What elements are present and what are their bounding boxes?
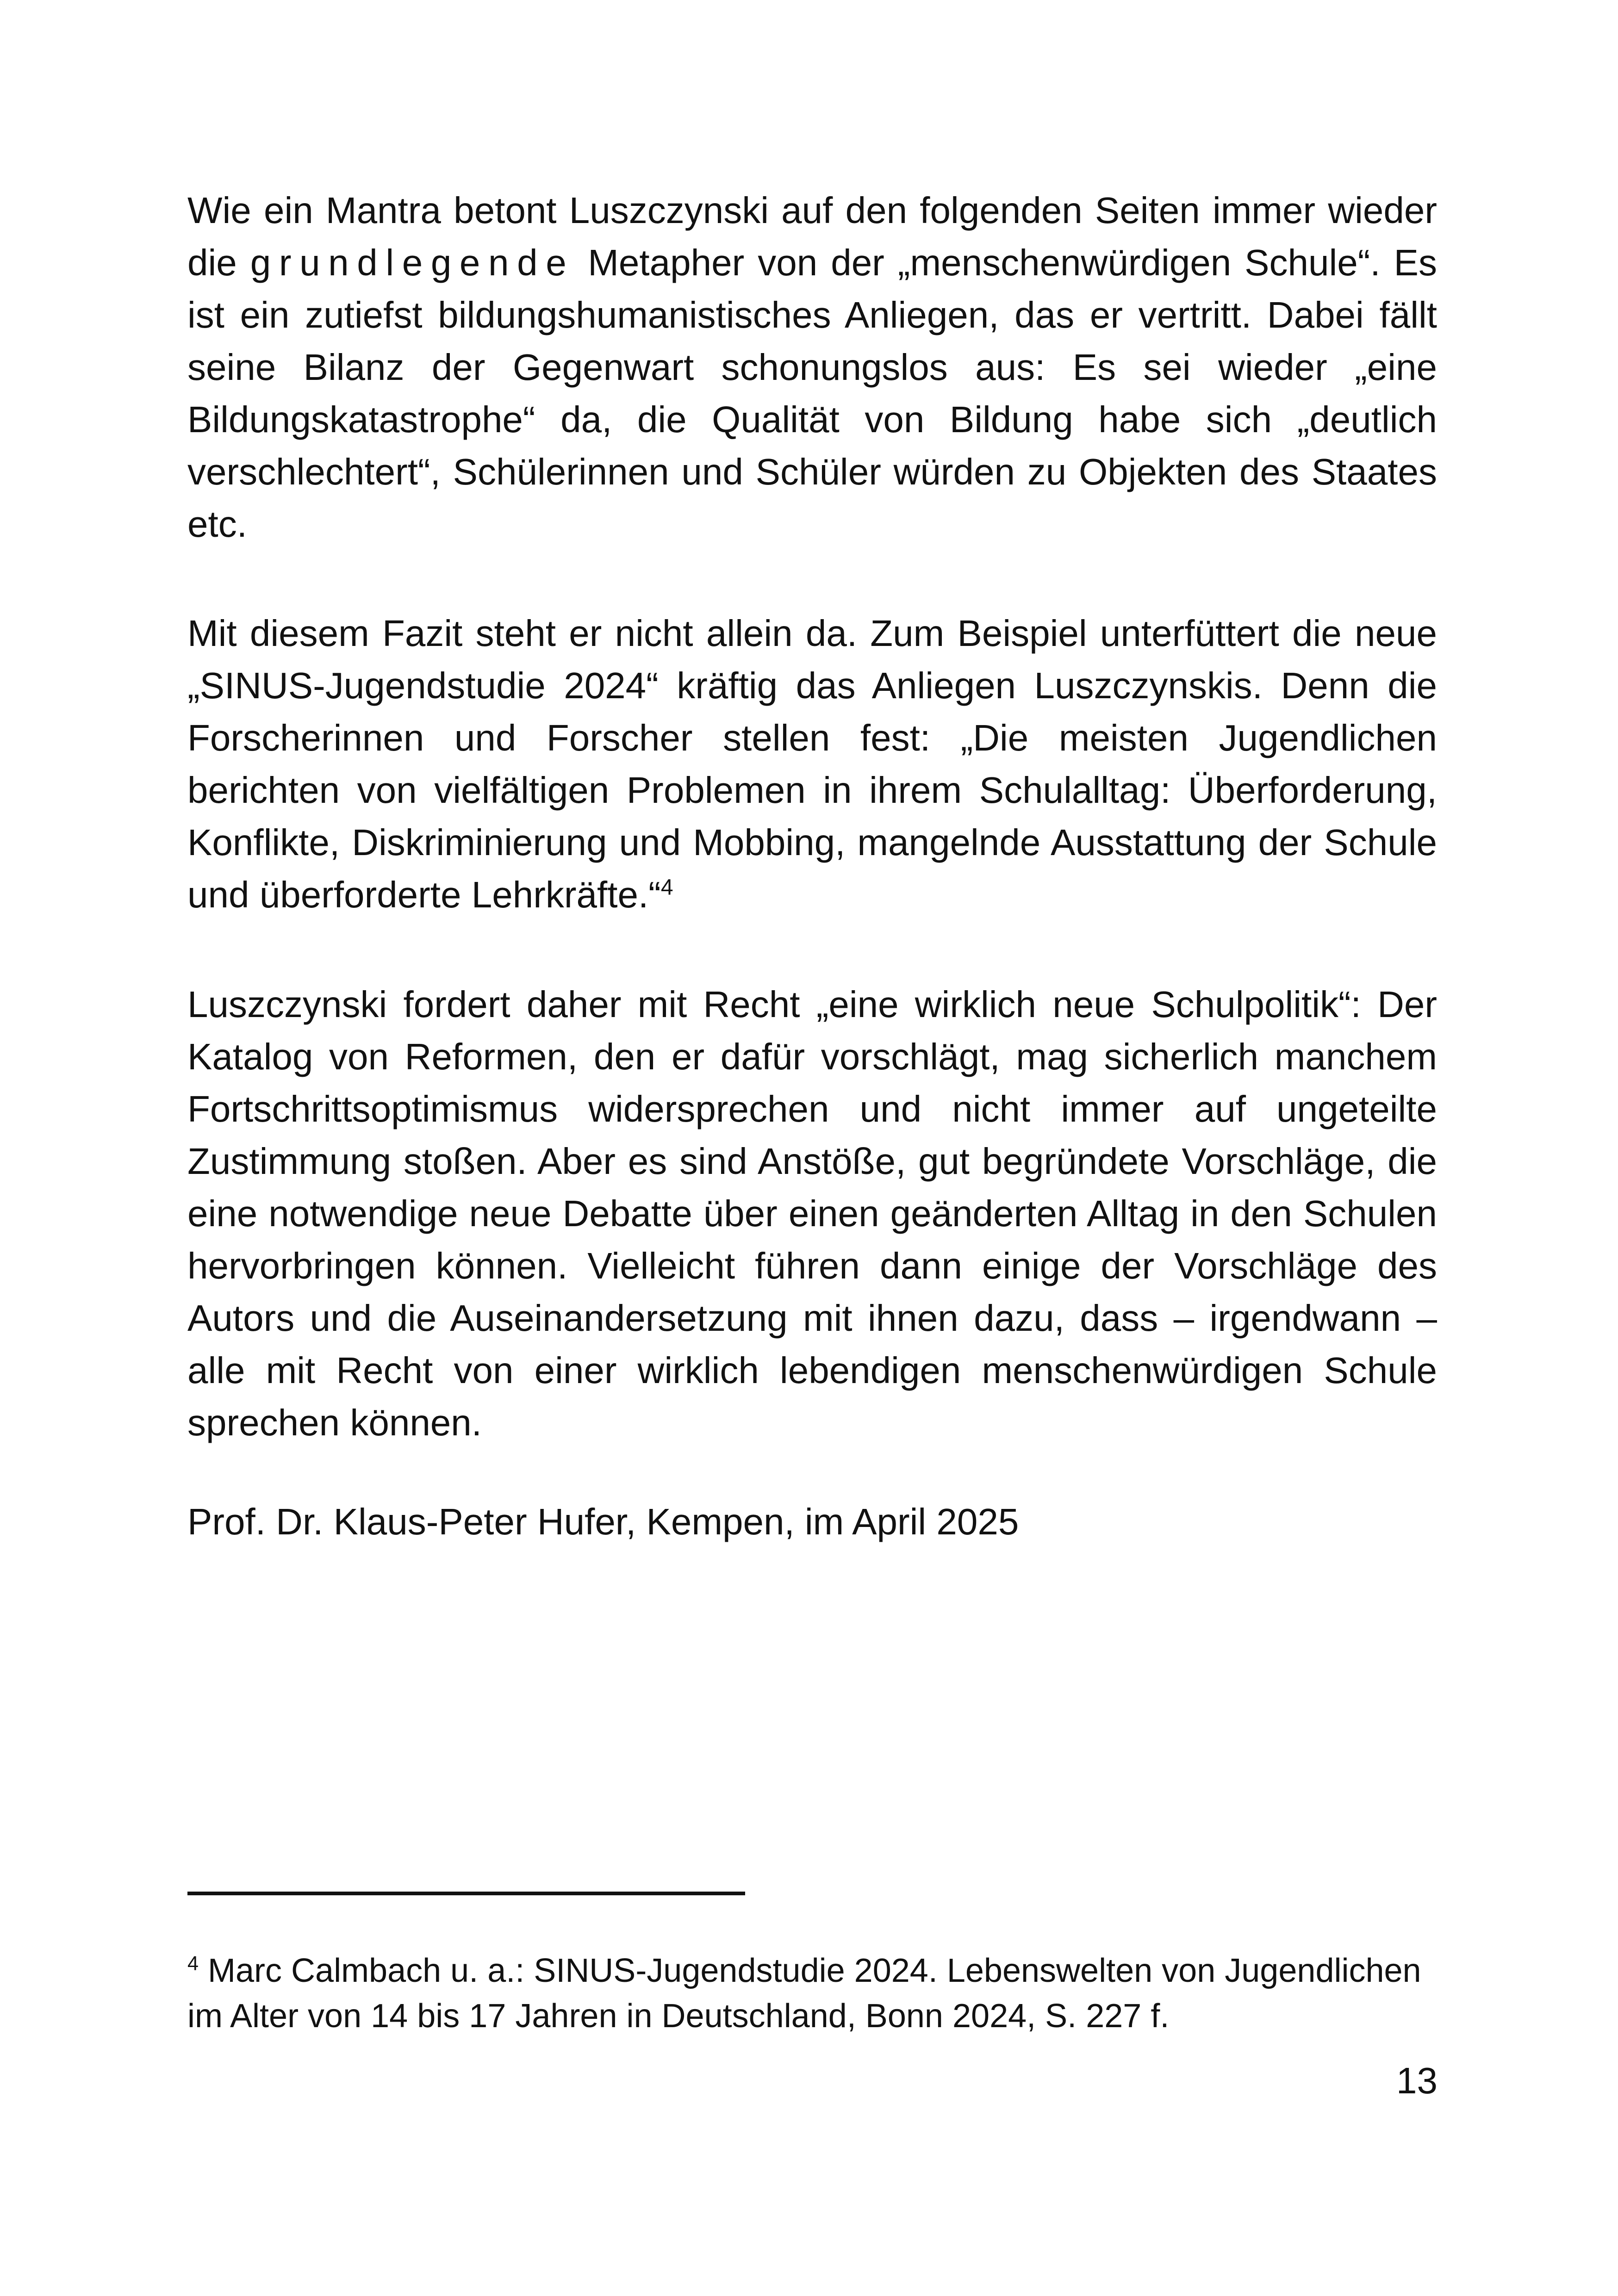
footnote-text: Marc Calmbach u. a.: SINUS-Jugendstudie 2024. Lebenswelten von Jugendlichen im Alter von 14 bis 17 Jahren in Deutschland, Bonn 2024, S. 227 f. (187, 1952, 1421, 2035)
paragraph-1-spaced-word: grundlegende (250, 242, 575, 283)
paragraph-3-text: Luszczynski fordert daher mit Recht „eine wirklich neue Schulpolitik“: Der Katalog von Reformen, den er dafür vorschlägt, mag sicherlich manchem Fortschrittsoptimismus widersprechen und nicht immer auf ungeteilte Zustimmung stoßen. Aber es sind Anstöße, gut begründete Vorschläge, die eine notwendige neue Debatte über einen geänderten Alltag in den Schulen hervorbringen können. Vielleicht führen dann einige der Vorschläge des Autors und die Auseinandersetzung mit ihnen dazu, dass – irgendwann – alle mit Recht von einer wirklich lebendigen menschenwürdigen Schule sprechen können. (187, 984, 1437, 1443)
paragraph-1-text-end: Metapher von der „menschenwürdigen Schule“. Es ist ein zutiefst bildungshumanistisches Anliegen, das er vertritt. Dabei fällt seine Bilanz der Gegenwart schonungslos aus: Es sei wieder „eine Bildungskatastrophe“ da, die Qualität von Bildung habe sich „deutlich verschlechtert“, Schülerinnen und Schüler würden zu Objekten des Staates etc. (187, 242, 1438, 545)
author-signature-line: Prof. Dr. Klaus-Peter Hufer, Kempen, im April 2025 (187, 1501, 1019, 1542)
footnote-marker: 4 (187, 1953, 199, 1975)
page-number: 13 (1396, 2060, 1438, 2101)
footnote-separator (187, 1892, 745, 1895)
footnote (187, 1948, 1437, 2039)
paragraph-3 (187, 978, 1437, 1449)
footnote-reference: 4 (660, 875, 673, 900)
paragraph-1 (187, 184, 1437, 550)
paragraph-1-text-start: Wie ein Mantra betont Luszczynski auf den folgenden Seiten immer wieder die (187, 190, 1437, 283)
paragraph-2 (187, 607, 1437, 921)
paragraph-2-text: Mit diesem Fazit steht er nicht allein da. Zum Beispiel unterfüttert die neue „SINUS-Jugendstudie 2024“ kräftig das Anliegen Luszczynskis. Denn die Forscherinnen und Forscher stellen fest: „Die meisten Jugendlichen berichten von vielfältigen Problemen in ihrem Schulalltag: Überforderung, Konflikte, Diskriminierung und Mobbing, mangelnde Ausstattung der Schule und überforderte Lehrkräfte.“ (187, 613, 1437, 915)
